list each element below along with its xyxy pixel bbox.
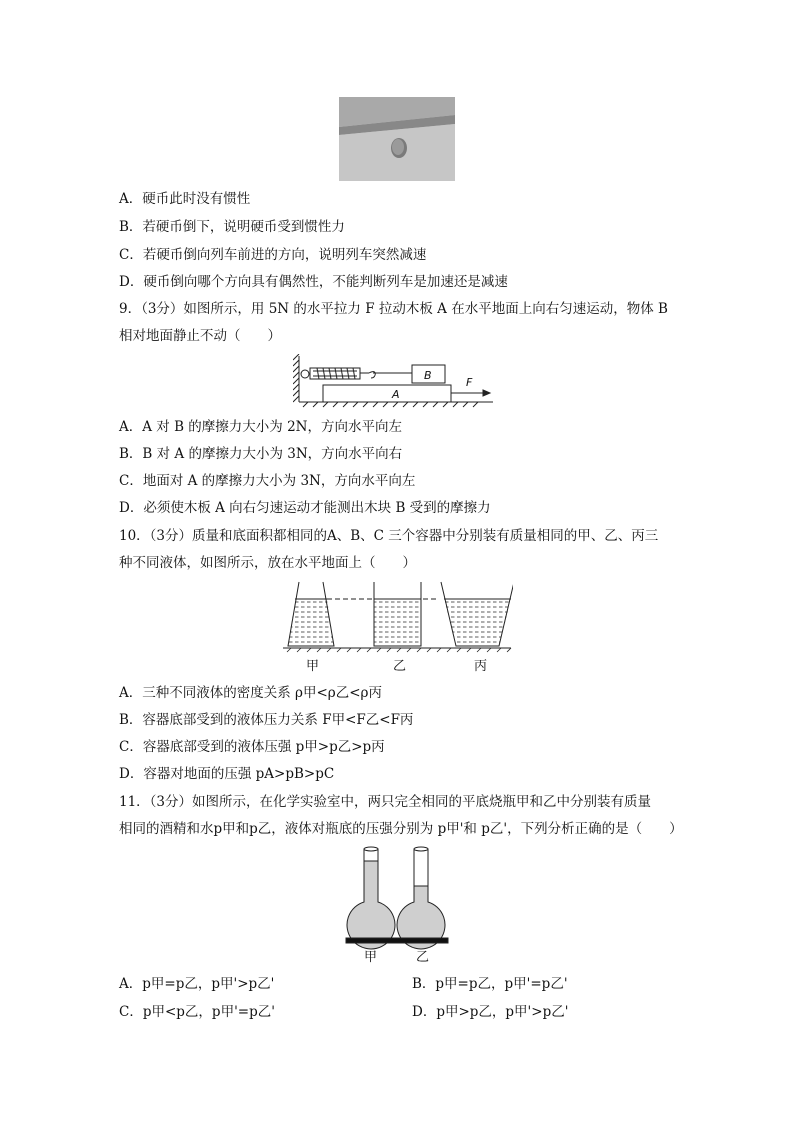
q10-figure — [283, 580, 513, 676]
q9-stem-line-1: 9．（3分）如图所示，用 5N 的水平拉力 F 拉动木板 A 在水平地面上向右匀速运动，物体 B — [119, 301, 668, 317]
board-a — [323, 385, 451, 402]
coin-photo — [339, 97, 455, 181]
flask-jia-liquid — [347, 861, 395, 949]
q10-stem-line-1: 10．（3分）质量和底面积都相同的A、B、C 三个容器中分别装有质量相同的甲、乙、丙三 — [119, 528, 659, 544]
label-a: A — [392, 388, 400, 401]
table-bar — [346, 938, 448, 943]
q9-option-b: B．B 对 A 的摩擦力大小为 3N，方向水平向右 — [119, 446, 403, 462]
q10-option-a: A．三种不同液体的密度关系 ρ甲<ρ乙<ρ丙 — [119, 685, 382, 701]
q10-stem-line-2: 种不同液体，如图所示，放在水平地面上（ ） — [119, 555, 416, 571]
q11-option-c: C．p甲<p乙，p甲'=p乙' — [119, 1004, 275, 1020]
label-jia: 甲 — [306, 659, 320, 674]
q9-option-c: C．地面对 A 的摩擦力大小为 3N，方向水平向左 — [119, 473, 416, 489]
q11-stem-line-2: 相同的酒精和水p甲和p乙，液体对瓶底的压强分别为 p甲'和 p乙'，下列分析正确的是（ ） — [119, 821, 683, 837]
q11-option-d: D．p甲>p乙，p甲'>p乙' — [412, 1004, 569, 1020]
q8-option-c: C．若硬币倒向列车前进的方向，说明列车突然减速 — [119, 247, 427, 263]
q8-option-d: D．硬币倒向哪个方向具有偶然性，不能判断列车是加速还是减速 — [119, 274, 508, 290]
label-jia: 甲 — [364, 950, 378, 965]
label-yi: 乙 — [416, 950, 430, 965]
q10-option-d: D．容器对地面的压强 pA>pB>pC — [119, 766, 335, 782]
q11-figure — [343, 846, 453, 966]
q11-stem-line-1: 11．（3分）如图所示，在化学实验室中，两只完全相同的平底烧瓶甲和乙中分别装有质量 — [119, 794, 652, 810]
q8-option-b: B．若硬币倒下，说明硬币受到惯性力 — [119, 219, 345, 235]
q11-option-b: B．p甲=p乙，p甲'=p乙' — [412, 976, 568, 992]
q9-stem-line-2: 相对地面静止不动（ ） — [119, 328, 281, 344]
q9-figure — [293, 354, 503, 410]
label-f: F — [466, 376, 473, 389]
q8-option-a: A．硬币此时没有惯性 — [119, 191, 251, 207]
q9-option-d: D．必须使木板 A 向右匀速运动才能测出木块 B 受到的摩擦力 — [119, 500, 491, 516]
label-yi: 乙 — [393, 659, 407, 674]
q10-option-c: C．容器底部受到的液体压强 p甲>p乙>p丙 — [119, 739, 385, 755]
label-b: B — [424, 369, 432, 382]
q11-option-a: A．p甲=p乙，p甲'>p乙' — [119, 976, 275, 992]
ground-hatching — [303, 402, 478, 407]
label-bing: 丙 — [474, 659, 488, 674]
q9-option-a: A．A 对 B 的摩擦力大小为 2N，方向水平向左 — [119, 419, 402, 435]
q10-option-b: B．容器底部受到的液体压力关系 F甲<F乙<F丙 — [119, 712, 414, 728]
